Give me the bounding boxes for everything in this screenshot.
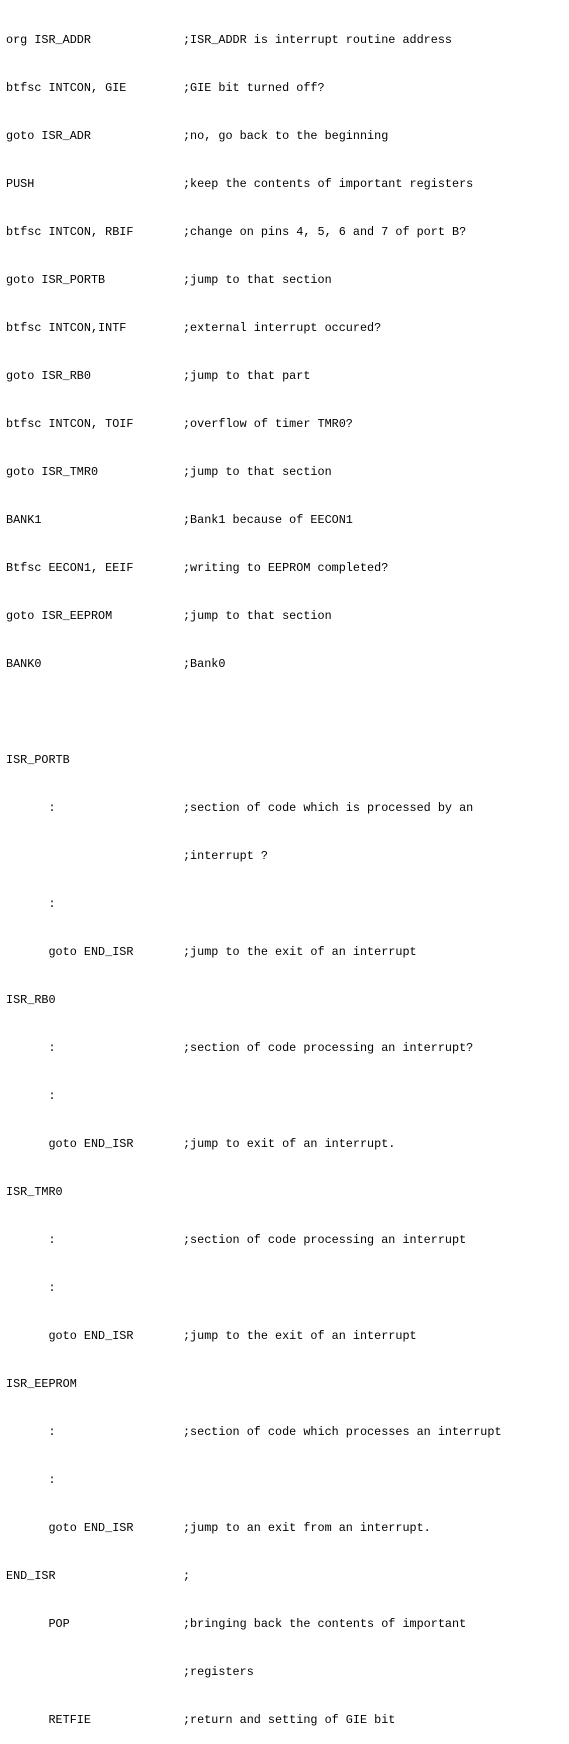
code-line-30: : ;section of code which processes an interrupt	[6, 1425, 502, 1439]
code-line-20: goto END_ISR ;jump to the exit of an interrupt	[6, 945, 417, 959]
code-line-3: goto ISR_ADR ;no, go back to the beginning	[6, 129, 389, 143]
code-line-6: goto ISR_PORTB ;jump to that section	[6, 273, 332, 287]
code-line-21: ISR_RB0	[6, 993, 56, 1007]
code-line-16: ISR_PORTB	[6, 753, 70, 767]
code-line-35: ;registers	[6, 1665, 254, 1679]
code-line-23: :	[6, 1089, 56, 1103]
code-line-32: goto END_ISR ;jump to an exit from an interrupt.	[6, 1521, 431, 1535]
code-line-15	[6, 704, 569, 720]
code-line-22: : ;section of code processing an interrupt?	[6, 1041, 474, 1055]
code-line-9: btfsc INTCON, TOIF ;overflow of timer TMR0?	[6, 417, 353, 431]
code-line-25: ISR_TMR0	[6, 1185, 63, 1199]
code-line-24: goto END_ISR ;jump to exit of an interrupt.	[6, 1137, 396, 1151]
code-line-14: BANK0 ;Bank0	[6, 657, 226, 671]
code-line-2: btfsc INTCON, GIE ;GIE bit turned off?	[6, 81, 325, 95]
code-line-17: : ;section of code which is processed by an	[6, 801, 474, 815]
code-line-29: ISR_EEPROM	[6, 1377, 77, 1391]
code-line-27: :	[6, 1281, 56, 1295]
code-line-34: POP ;bringing back the contents of important	[6, 1617, 467, 1631]
code-line-7: btfsc INTCON,INTF ;external interrupt occured?	[6, 321, 382, 335]
code-line-11: BANK1 ;Bank1 because of EECON1	[6, 513, 353, 527]
code-line-36: RETFIE ;return and setting of GIE bit	[6, 1713, 396, 1727]
code-line-4: PUSH ;keep the contents of important registers	[6, 177, 474, 191]
code-line-33: END_ISR ;	[6, 1569, 191, 1583]
code-line-28: goto END_ISR ;jump to the exit of an interrupt	[6, 1329, 417, 1343]
code-line-19: :	[6, 897, 56, 911]
code-line-5: btfsc INTCON, RBIF ;change on pins 4, 5, 6 and 7 of port B?	[6, 225, 467, 239]
code-line-18: ;interrupt ?	[6, 849, 268, 863]
code-line-12: Btfsc EECON1, EEIF ;writing to EEPROM completed?	[6, 561, 389, 575]
code-line-8: goto ISR_RB0 ;jump to that part	[6, 369, 311, 383]
code-line-13: goto ISR_EEPROM ;jump to that section	[6, 609, 332, 623]
code-line-26: : ;section of code processing an interrupt	[6, 1233, 467, 1247]
code-line-31: :	[6, 1473, 56, 1487]
code-line-10: goto ISR_TMR0 ;jump to that section	[6, 465, 332, 479]
code-line-1: org ISR_ADDR ;ISR_ADDR is interrupt routine address	[6, 33, 452, 47]
